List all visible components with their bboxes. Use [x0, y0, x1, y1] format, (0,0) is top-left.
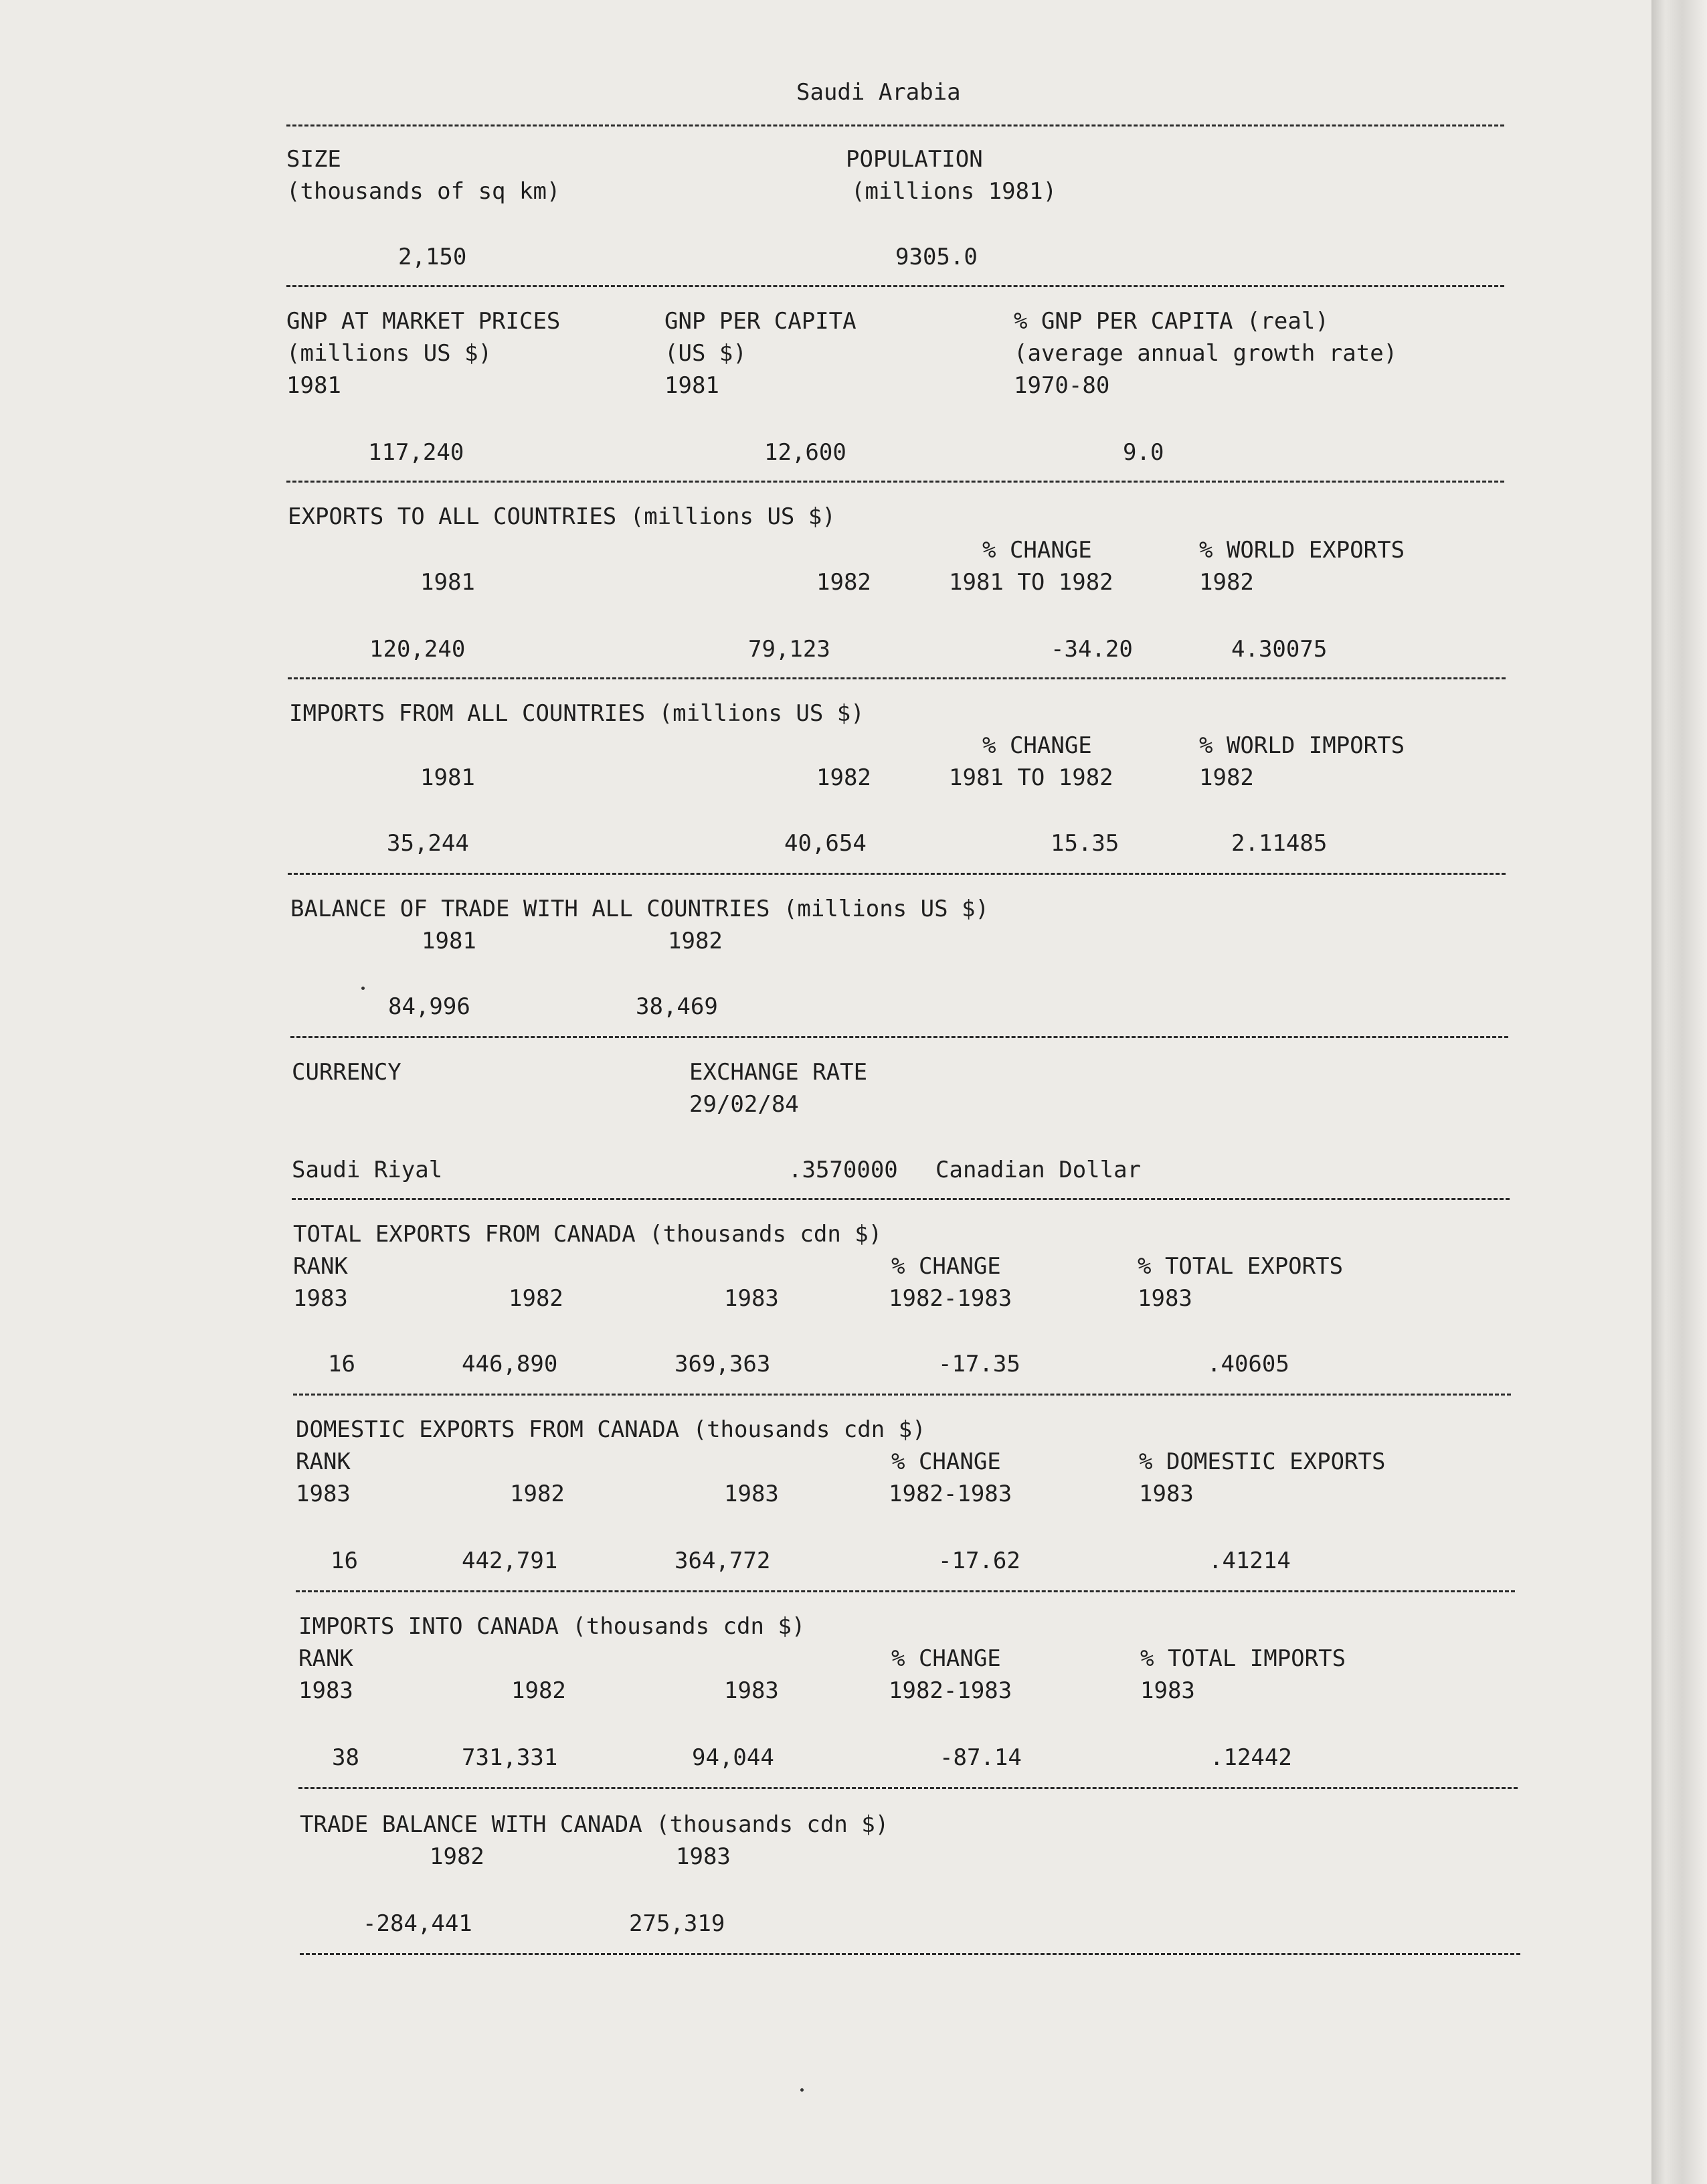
total-exports-share: .40605 [1207, 1351, 1289, 1377]
imports-canada-change-heading: % CHANGE [891, 1645, 1001, 1672]
exports-world-change-years: 1981 TO 1982 [949, 569, 1113, 596]
domestic-exports-rank-heading: RANK [296, 1448, 351, 1475]
imports-canada-rank-year: 1983 [298, 1677, 353, 1704]
imports-world-change-years: 1981 TO 1982 [949, 764, 1113, 791]
balance-world-year-1: 1981 [422, 928, 476, 954]
exchange-rate-unit: Canadian Dollar [935, 1157, 1142, 1183]
imports-canada-change: -87.14 [939, 1744, 1022, 1771]
domestic-exports-share-heading: % DOMESTIC EXPORTS [1139, 1448, 1386, 1475]
gnp-real-heading: % GNP PER CAPITA (real) [1014, 308, 1329, 335]
domestic-exports-year-2: 1983 [724, 1481, 779, 1507]
trade-balance-canada-value-1: -284,441 [363, 1910, 472, 1937]
total-exports-change-heading: % CHANGE [891, 1253, 1001, 1280]
divider [288, 873, 1506, 875]
divider [292, 1198, 1510, 1200]
divider [288, 677, 1506, 679]
divider [293, 1394, 1511, 1396]
gnp-market-value: 117,240 [368, 439, 464, 466]
domestic-exports-rank: 16 [331, 1547, 358, 1574]
domestic-exports-year-1: 1982 [510, 1481, 565, 1507]
imports-canada-title: IMPORTS INTO CANADA (thousands cdn $) [298, 1613, 806, 1640]
currency-heading: CURRENCY [292, 1059, 401, 1086]
total-exports-share-heading: % TOTAL EXPORTS [1138, 1253, 1344, 1280]
population-unit: (millions 1981) [851, 178, 1057, 205]
population-heading: POPULATION [846, 146, 983, 173]
imports-world-change-heading: % CHANGE [982, 732, 1092, 759]
divider [296, 1590, 1515, 1592]
total-exports-change-years: 1982-1983 [889, 1285, 1012, 1312]
gnp-market-unit: (millions US $) [286, 340, 492, 367]
page-title: Saudi Arabia [796, 79, 961, 106]
imports-world-share-year: 1982 [1199, 764, 1254, 791]
exchange-rate-value: .3570000 [788, 1157, 898, 1183]
trade-balance-canada-year-2: 1983 [676, 1843, 731, 1870]
exports-world-year-1: 1981 [420, 569, 475, 596]
imports-canada-year-1: 1982 [511, 1677, 566, 1704]
trade-balance-canada-title: TRADE BALANCE WITH CANADA (thousands cdn $) [300, 1811, 889, 1838]
total-exports-rank-year: 1983 [293, 1285, 348, 1312]
total-exports-title: TOTAL EXPORTS FROM CANADA (thousands cdn $) [293, 1221, 883, 1248]
divider [300, 1953, 1520, 1955]
imports-canada-share: .12442 [1210, 1744, 1292, 1771]
exchange-rate-heading: EXCHANGE RATE [689, 1059, 868, 1086]
size-value: 2,150 [398, 244, 467, 270]
trade-balance-canada-value-2: 275,319 [629, 1910, 725, 1937]
total-exports-value-1: 446,890 [462, 1351, 558, 1377]
gnp-market-year: 1981 [286, 372, 341, 399]
domestic-exports-change-years: 1982-1983 [889, 1481, 1012, 1507]
imports-world-year-2: 1982 [816, 764, 871, 791]
gnp-capita-heading: GNP PER CAPITA [664, 308, 857, 335]
domestic-exports-share: .41214 [1208, 1547, 1291, 1574]
imports-world-year-1: 1981 [420, 764, 475, 791]
ink-speck [361, 987, 365, 990]
exports-world-share: 4.30075 [1231, 636, 1328, 663]
balance-world-value-2: 38,469 [636, 993, 718, 1020]
gnp-real-years: 1970-80 [1014, 372, 1110, 399]
divider [286, 124, 1504, 127]
page-edge-stack [1651, 0, 1707, 2184]
imports-world-value-2: 40,654 [784, 830, 867, 857]
imports-world-share-heading: % WORLD IMPORTS [1199, 732, 1405, 759]
imports-canada-value-2: 94,044 [692, 1744, 774, 1771]
ink-speck [800, 2088, 804, 2092]
divider [290, 1036, 1508, 1038]
imports-canada-value-1: 731,331 [462, 1744, 558, 1771]
total-exports-year-1: 1982 [509, 1285, 563, 1312]
domestic-exports-title: DOMESTIC EXPORTS FROM CANADA (thousands cdn $) [296, 1416, 926, 1443]
gnp-real-value: 9.0 [1123, 439, 1164, 466]
currency-name: Saudi Riyal [292, 1157, 443, 1183]
exports-world-change: -34.20 [1051, 636, 1133, 663]
balance-world-value-1: 84,996 [388, 993, 470, 1020]
imports-canada-share-year: 1983 [1140, 1677, 1195, 1704]
imports-world-title: IMPORTS FROM ALL COUNTRIES (millions US $) [289, 700, 865, 727]
gnp-capita-value: 12,600 [764, 439, 846, 466]
balance-world-title: BALANCE OF TRADE WITH ALL COUNTRIES (millions US $) [290, 896, 989, 922]
exports-world-year-2: 1982 [816, 569, 871, 596]
total-exports-rank-heading: RANK [293, 1253, 348, 1280]
divider [286, 481, 1504, 483]
total-exports-change: -17.35 [938, 1351, 1020, 1377]
exports-world-change-heading: % CHANGE [982, 537, 1092, 564]
gnp-capita-unit: (US $) [664, 340, 747, 367]
trade-balance-canada-year-1: 1982 [430, 1843, 484, 1870]
gnp-real-unit: (average annual growth rate) [1014, 340, 1398, 367]
divider [298, 1787, 1518, 1789]
total-exports-value-2: 369,363 [675, 1351, 771, 1377]
size-unit: (thousands of sq km) [286, 178, 561, 205]
domestic-exports-change: -17.62 [938, 1547, 1020, 1574]
exports-world-share-year: 1982 [1199, 569, 1254, 596]
imports-canada-change-years: 1982-1983 [889, 1677, 1012, 1704]
total-exports-share-year: 1983 [1138, 1285, 1192, 1312]
imports-world-value-1: 35,244 [387, 830, 469, 857]
gnp-market-heading: GNP AT MARKET PRICES [286, 308, 561, 335]
exports-world-share-heading: % WORLD EXPORTS [1199, 537, 1405, 564]
exports-world-title: EXPORTS TO ALL COUNTRIES (millions US $) [288, 503, 836, 530]
balance-world-year-2: 1982 [668, 928, 723, 954]
imports-world-share: 2.11485 [1231, 830, 1328, 857]
size-heading: SIZE [286, 146, 341, 173]
total-exports-rank: 16 [328, 1351, 355, 1377]
imports-canada-rank: 38 [332, 1744, 359, 1771]
domestic-exports-value-2: 364,772 [675, 1547, 771, 1574]
imports-world-change: 15.35 [1051, 830, 1119, 857]
gnp-capita-year: 1981 [664, 372, 719, 399]
exports-world-value-1: 120,240 [369, 636, 466, 663]
domestic-exports-rank-year: 1983 [296, 1481, 351, 1507]
exports-world-value-2: 79,123 [748, 636, 830, 663]
imports-canada-share-heading: % TOTAL IMPORTS [1140, 1645, 1346, 1672]
population-value: 9305.0 [895, 244, 978, 270]
domestic-exports-change-heading: % CHANGE [891, 1448, 1001, 1475]
domestic-exports-share-year: 1983 [1139, 1481, 1194, 1507]
imports-canada-year-2: 1983 [724, 1677, 779, 1704]
exchange-rate-date: 29/02/84 [689, 1091, 799, 1118]
total-exports-year-2: 1983 [724, 1285, 779, 1312]
imports-canada-rank-heading: RANK [298, 1645, 353, 1672]
divider [286, 285, 1504, 287]
domestic-exports-value-1: 442,791 [462, 1547, 558, 1574]
